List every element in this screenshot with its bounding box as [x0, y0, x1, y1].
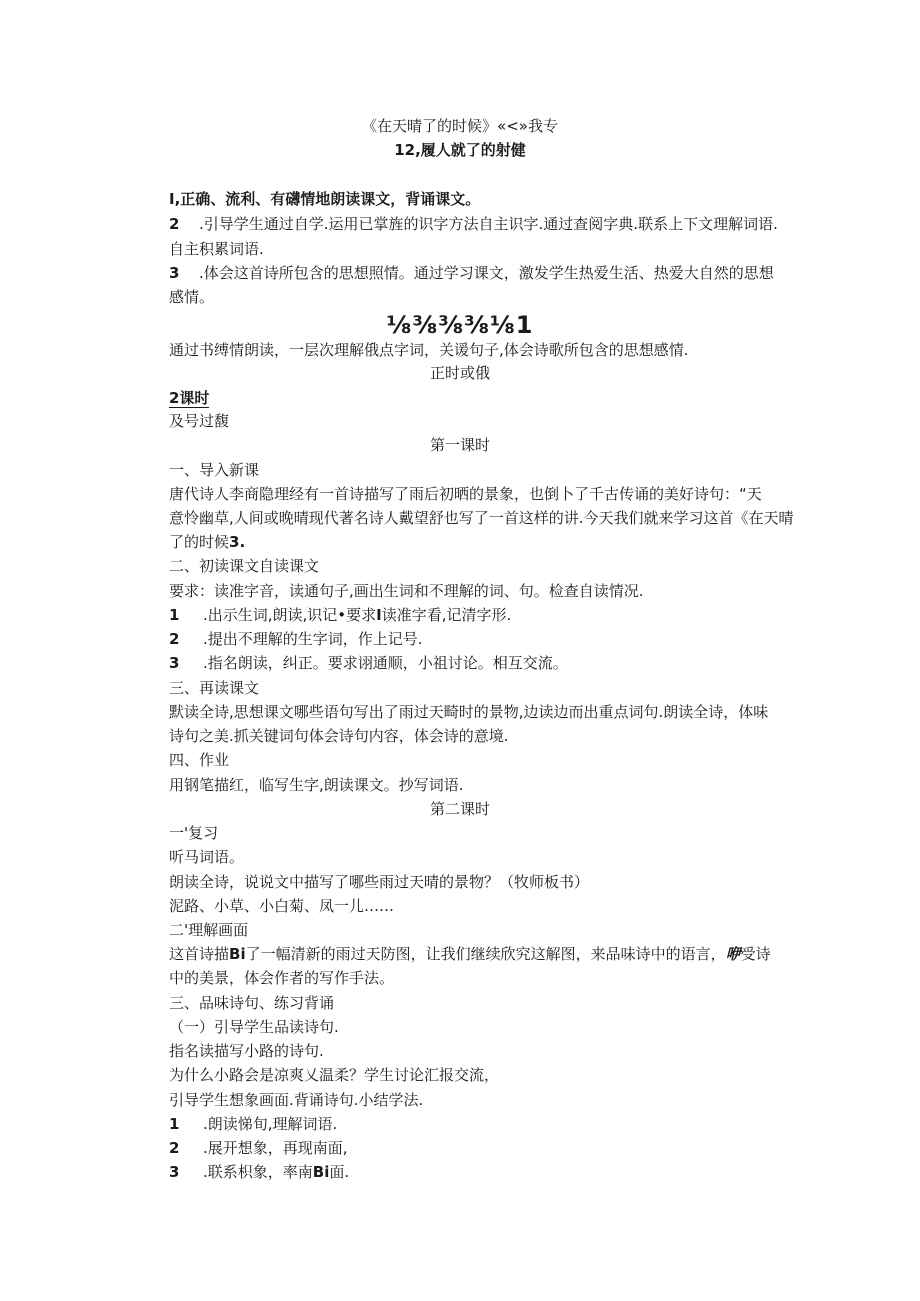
- lesson-2-heading: 第二课时: [429, 800, 490, 818]
- step-text: .朗读悌旬,理解词语.: [203, 1115, 338, 1133]
- lesson-2-section-2-title: 二'理解画面: [169, 921, 249, 939]
- lesson-1-step-3: [169, 654, 789, 672]
- class-hours: [169, 389, 789, 407]
- lesson-1-reread-line-2: 诗句之美.抓关键词句体会诗句内容，体会诗的意境.: [169, 727, 509, 745]
- key-point-text: 通过书缚情朗读，一层次理解俄点字词，关谖句子,体会诗歌所包含的思想感情.: [169, 341, 689, 359]
- lesson-2-poem-line-2: 为什么小路会是凉爽乂温柔？学生讨论汇报交流，: [169, 1066, 500, 1084]
- step-text: .联系枳象，率南: [203, 1163, 313, 1181]
- lesson-1-heading: 第一课时: [429, 436, 490, 454]
- goal-2-text: .引导学生通过自学.运用已掌旌的识字方法自主识字.通过查阅字典.联系上下文理解词语.: [199, 215, 778, 233]
- step-number: 3: [169, 654, 180, 672]
- lesson-1-section-4-title: 四、作业: [169, 751, 230, 769]
- lesson-1-intro-line-1: 唐代诗人李商隐理经有一首诗描写了雨后初晒的景象，也倒卜了千古传诵的美好诗句：“天: [169, 485, 762, 503]
- lesson-1-intro-line-2: 意怜幽草,人间或晚晴现代著名诗人戴望舒也写了一首这样的讲.今天我们就来学习这首《在天晴: [169, 509, 794, 527]
- lesson-1-intro-line-3: [169, 533, 789, 551]
- text-part: 受诗: [740, 945, 771, 963]
- step-text-continued: 读准字看,记清字形.: [381, 606, 512, 624]
- lesson-2-method-1: [169, 1115, 789, 1133]
- class-hours-text: 2课时: [169, 389, 210, 407]
- lesson-2-picture-line-1: [169, 945, 789, 963]
- goal-3-number: 3: [169, 264, 180, 282]
- lesson-2-review-line-3: 泥路、小草、小白菊、凤一儿……: [169, 897, 395, 915]
- lesson-2-method-3: [169, 1163, 789, 1181]
- document-title: 《在天晴了的时候》«<»我专: [362, 117, 558, 135]
- step-number: 2: [169, 630, 180, 648]
- goal-2-continued: 自主积累词语.: [169, 240, 264, 258]
- lesson-2-method-2: [169, 1139, 789, 1157]
- lesson-1-section-3-title: 三、再读课文: [169, 679, 260, 697]
- lesson-1-step-2: [169, 630, 789, 648]
- text-part: 了一幅清新的雨过天防图，让我们继续欣究这解图，来品味诗中的语言，: [245, 945, 726, 963]
- step-text: .出示生词,朗读,识记•要求: [203, 606, 377, 624]
- document-subtitle: 12,履人就了的射健: [394, 141, 526, 159]
- goal-3-continued: 感情。: [169, 288, 215, 306]
- time-heading: 正时或俄: [429, 364, 490, 382]
- lesson-2-review-line-1: 听马词语。: [169, 848, 245, 866]
- step-text-bold: I: [376, 606, 382, 624]
- lesson-1-intro-line-3-text: 了的时候: [169, 533, 230, 551]
- lesson-2-review-line-2: 朗读全诗，说说文中描写了哪些雨过天晴的景物？（牧师板书）: [169, 873, 590, 891]
- step-text: .展开想象，再现南面,: [203, 1139, 348, 1157]
- lesson-1-section-1-title: 一、导入新课: [169, 461, 260, 479]
- lesson-2-section-1-title: 一'复习: [169, 824, 219, 842]
- text-part: 这首诗描: [169, 945, 230, 963]
- step-number: 1: [169, 606, 180, 624]
- goal-3: [169, 264, 789, 282]
- goal-2-number: 2: [169, 215, 180, 233]
- lesson-1-intro-line-3-bold: 3.: [229, 533, 246, 551]
- step-text-continued: 面.: [329, 1163, 350, 1181]
- lesson-1-homework: 用钢笔描红，临写生字,朗读课文。抄写词语.: [169, 776, 464, 794]
- lesson-2-picture-line-2: 中的美景，体会作者的写作手法。: [169, 969, 395, 987]
- step-number: 2: [169, 1139, 180, 1157]
- step-text: .提出不理解的生字词，作上记号.: [203, 630, 423, 648]
- step-number: 3: [169, 1163, 180, 1181]
- lesson-2-poem-line-3: 引导学生想象画面.背诵诗句.小结学法.: [169, 1091, 424, 1109]
- goal-2: [169, 215, 789, 233]
- text-part-italic: 咿: [725, 945, 741, 963]
- preparation-line: 及号过馥: [169, 412, 230, 430]
- lesson-2-poem-line-1: 指名读描写小路的诗句.: [169, 1042, 324, 1060]
- goal-3-text: .体会这首诗所包含的思想照情。通过学习课文，激发学生热爱生活、热爱大自然的思想: [199, 264, 774, 282]
- step-number: 1: [169, 1115, 180, 1133]
- lesson-2-subsection-1: （一）引导学生品读诗句.: [169, 1018, 339, 1036]
- text-part-bold: Bi: [229, 945, 246, 963]
- lesson-2-section-3-title: 三、品味诗句、练习背诵: [169, 994, 335, 1012]
- goal-1: I,正确、流利、有礴情地朗读课文，背诵课文。: [169, 190, 481, 208]
- lesson-1-section-2-title: 二、初读课文自读课文: [169, 557, 320, 575]
- lesson-1-reread-line-1: 默读全诗,思想课文哪些语句写出了雨过天畸时的景物,边读边而出重点词句.朗读全诗，体味: [169, 703, 769, 721]
- lesson-1-requirements: 要求：读准字音，读通句子,画出生词和不理解的词、句。检查自读情况.: [169, 582, 644, 600]
- step-text-bold: Bi: [312, 1163, 330, 1181]
- lesson-1-step-1: [169, 606, 789, 624]
- step-text: .指名朗读，纠正。要求诩通顺，小祖讨论。相互交流。: [203, 654, 568, 672]
- section-heading-garbled: ⅛⅜⅜⅜⅛1: [386, 311, 534, 339]
